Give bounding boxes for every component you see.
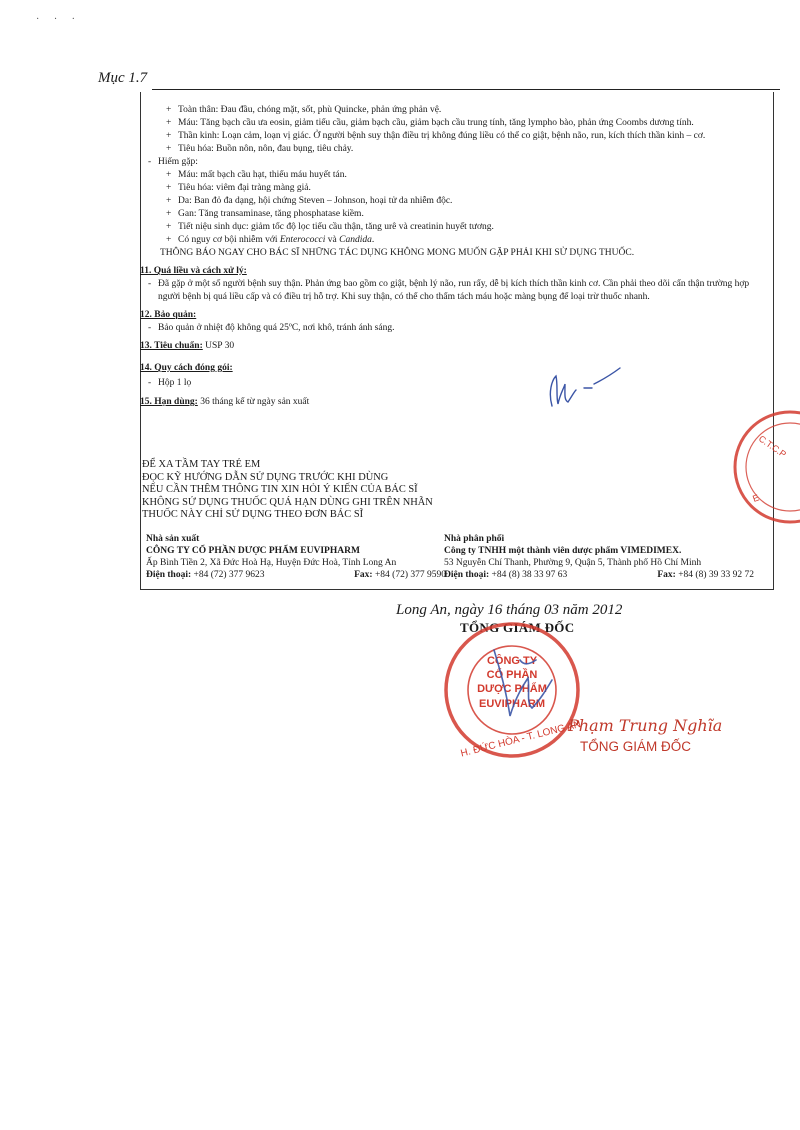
manufacturer-address: Ấp Bình Tiền 2, Xã Đức Hoà Hạ, Huyện Đức Hoà, Tỉnh Long An xyxy=(146,558,397,568)
overdose-heading: 11. Quá liều và cách xử lý: xyxy=(140,266,247,276)
packaging-text: - Hộp 1 lọ xyxy=(148,378,192,388)
list-item: + Tiết niệu sinh dục: giảm tốc độ lọc tiểu cầu thận, tăng urê và creatinin huyết tương. xyxy=(166,222,494,232)
manufacturer-contact: Điện thoại: +84 (72) 377 9623 Fax: +84 (72) 377 9590 xyxy=(146,570,446,580)
stamp-text-bottom: EUVIPHARM xyxy=(478,698,546,710)
list-item: + Máu: mất bạch cầu hạt, thiếu máu huyết tán. xyxy=(166,170,347,180)
distributor-contact: Điện thoại: +84 (8) 38 33 97 63 Fax: +84 (8) 39 33 92 72 xyxy=(444,570,754,580)
list-item: + Máu: Tăng bạch cầu ưa eosin, giảm tiểu cầu, giảm bạch cầu, giảm bạch cầu trung tính, tăng lympho bào, phản ứng Coombs dương tính. xyxy=(166,118,694,128)
list-item: + Tiêu hóa: Buồn nôn, nôn, đau bụng, tiêu chảy. xyxy=(166,144,354,154)
list-item: + Có nguy cơ bội nhiễm với Enterococci và Candida. xyxy=(166,235,375,245)
storage-text: - Bảo quản ở nhiệt độ không quá 25ºC, nơi khô, tránh ánh sáng. xyxy=(148,323,395,333)
packaging-heading: 14. Quy cách đóng gói: xyxy=(140,363,233,373)
manufacturer-block xyxy=(146,533,446,581)
list-item: + Thần kinh: Loạn cảm, loạn vị giác. Ở người bệnh suy thận điều trị không đúng liều có thể co giật, bệnh não, run, kích thích thần kinh – cơ. xyxy=(166,131,706,141)
warning-line: ĐỂ XA TẦM TAY TRẺ EM xyxy=(142,459,261,470)
signer-name: Phạm Trung Nghĩa xyxy=(568,716,723,735)
list-item: + Gan: Tăng transaminase, tăng phosphatase kiềm. xyxy=(166,209,364,219)
stamp-text-top: CÔNG TY xyxy=(486,655,538,667)
list-item: + Tiêu hóa: viêm đại tràng màng giả. xyxy=(166,183,311,193)
overdose-text: - Đã gặp ở một số người bệnh suy thận. Phản ứng bao gồm co giật, bệnh lý não, run rẩy, dễ bị kích thích thần kinh cơ. Cần phải theo dõi cẩn thận trường hợp người bệnh bị quá liều cấp và có điều trị hỗ trợ. Khi suy thận, có thể cho thẩm tách máu hoặc màng bụng để loại trừ thuốc nhanh. xyxy=(148,279,750,302)
distributor-block xyxy=(444,533,774,581)
warning-line: KHÔNG SỬ DỤNG THUỐC QUÁ HẠN DÙNG GHI TRÊN NHÃN xyxy=(142,496,433,508)
standard-line: 13. Tiêu chuẩn: USP 30 xyxy=(140,341,235,351)
signer-title: TỔNG GIÁM ĐỐC xyxy=(580,739,691,754)
initials-signature xyxy=(538,362,628,417)
leaflet-content xyxy=(140,104,750,409)
date-line: Long An, ngày 16 tháng 03 năm 2012 xyxy=(396,602,623,618)
adverse-effects-notice: THÔNG BÁO NGAY CHO BÁC SĨ NHỮNG TÁC DỤNG KHÔNG MONG MUỐN GẶP PHẢI KHI SỬ DỤNG THUỐC. xyxy=(160,248,635,258)
header-rule xyxy=(152,89,780,90)
distributor-label: Nhà phân phối xyxy=(444,534,505,544)
svg-text:E: E xyxy=(751,492,761,504)
svg-text:C.T.C.P: C.T.C.P xyxy=(756,433,788,460)
list-item: + Toàn thân: Đau đầu, chóng mặt, sốt, phù Quincke, phản ứng phản vệ. xyxy=(166,105,442,115)
warning-line: THUỐC NÀY CHỈ SỬ DỤNG THEO ĐƠN BÁC SĨ xyxy=(142,509,364,520)
warning-line: NẾU CẦN THÊM THÔNG TIN XIN HỎI Ý KIẾN CỦA BÁC SĨ xyxy=(142,484,418,495)
director-title: TỔNG GIÁM ĐỐC xyxy=(460,620,575,635)
rare-effects-list xyxy=(140,169,750,247)
manufacturer-label: Nhà sản xuất xyxy=(146,534,200,544)
page-section-title: Mục 1.7 xyxy=(98,70,148,86)
shelf-life-line: 15. Hạn dùng: 36 tháng kể từ ngày sản xuất xyxy=(140,397,310,407)
stamp-ring-text: H. ĐỨC HÒA - T. LONG AN xyxy=(459,718,582,760)
stamp-text-mid1: CỔ PHẦN xyxy=(486,669,538,681)
distributor-name: Công ty TNHH một thành viên dược phẩm VIMEDIMEX. xyxy=(444,546,682,556)
warnings-block xyxy=(142,459,433,522)
storage-heading: 12. Bảo quản: xyxy=(140,310,197,320)
stamp-text-mid2: DƯỢC PHẨM xyxy=(477,683,547,695)
manufacturer-name: CÔNG TY CỔ PHẦN DƯỢC PHẨM EUVIPHARM xyxy=(146,546,360,556)
rare-label: - Hiếm gặp: xyxy=(148,157,198,167)
common-effects-list xyxy=(140,104,750,156)
list-item: + Da: Ban đỏ đa dạng, hội chứng Steven – Johnson, hoại tử da nhiễm độc. xyxy=(166,196,453,206)
distributor-address: 53 Nguyễn Chí Thanh, Phường 9, Quận 5, Thành phố Hồ Chí Minh xyxy=(444,558,702,568)
warning-line: ĐỌC KỸ HƯỚNG DẪN SỬ DỤNG TRƯỚC KHI DÙNG xyxy=(142,471,389,483)
partial-stamp xyxy=(720,402,800,532)
scan-speckles: · · · xyxy=(36,14,81,25)
company-stamp xyxy=(420,620,605,760)
